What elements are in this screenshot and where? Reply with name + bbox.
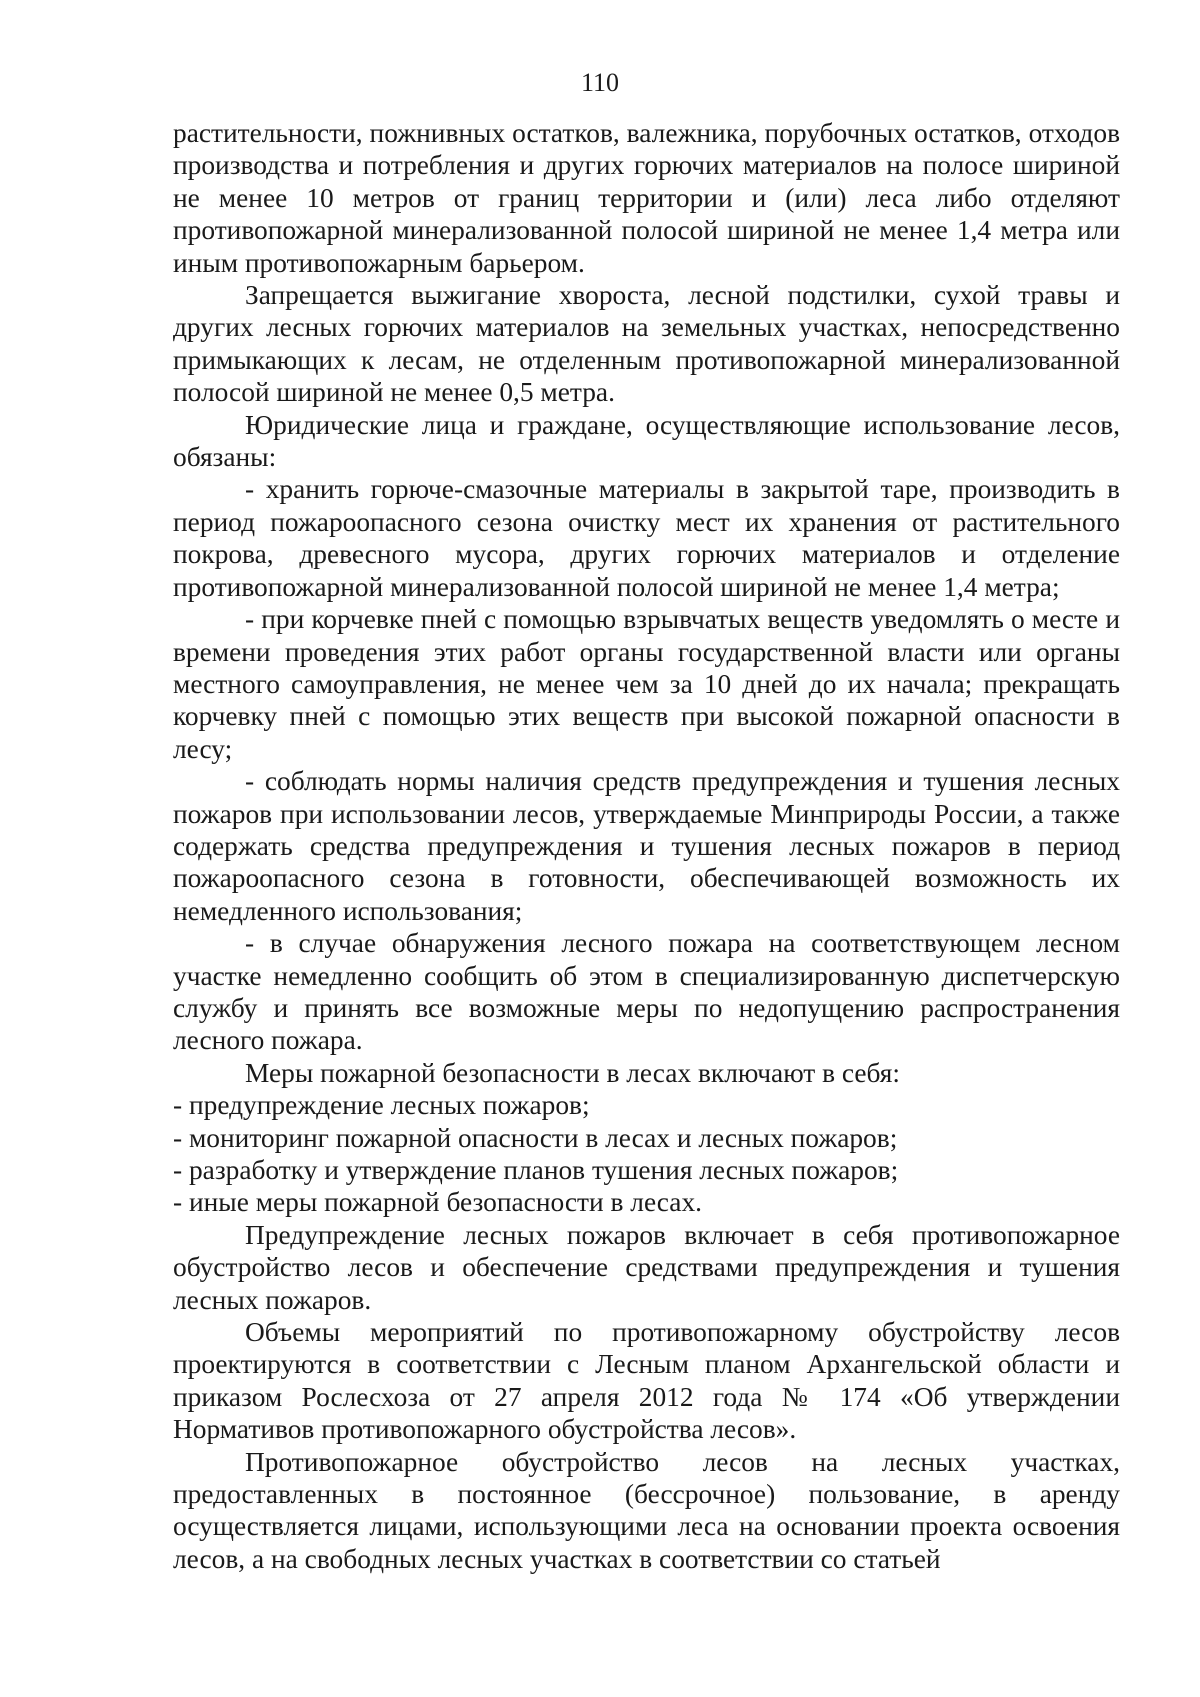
obligation-item-fire-report: - в случае обнаружения лесного пожара на соответствующем лесном участке немедленно сообщить об этом в специализированную диспетчерскую службу и принять все возможные меры по недопущению распространения лесного пожара. xyxy=(173,928,1120,1056)
measure-item-prevention: - предупреждение лесных пожаров; xyxy=(173,1090,590,1121)
measure-item-monitoring: - мониторинг пожарной опасности в лесах и лесных пожаров; xyxy=(173,1122,898,1153)
obligation-item-stump-removal: - при корчевке пней с помощью взрывчатых веществ уведомлять о месте и времени проведения этих работ органы государственной власти или органы местного самоуправления, не менее чем за 10 дней до их начала; прекращать корчевку пней с помощью этих веществ при высокой пожарной опасности в лесу; xyxy=(173,604,1120,764)
paragraph-prevention: Предупреждение лесных пожаров включает в себя противопожарное обустройство лесов и обеспечение средствами предупреждения и тушения лесных пожаров. xyxy=(173,1219,1120,1315)
measure-item-other: - иные меры пожарной безопасности в лесах. xyxy=(173,1187,702,1218)
page-number: 110 xyxy=(580,68,620,97)
paragraph-measures-intro: Меры пожарной безопасности в лесах включают в себя: xyxy=(245,1057,901,1088)
paragraph-volumes: Объемы мероприятий по противопожарному обустройству лесов проектируются в соответствии с Лесным планом Архангельской области и приказом Рослесхоза от 27 апреля 2012 года № 174 «Об утверждении Нормативов противопожарного обустройства лесов». xyxy=(173,1317,1120,1445)
obligation-item-equipment-norms: - соблюдать нормы наличия средств предупреждения и тушения лесных пожаров при использовании лесов, утверждаемые Минприроды России, а также содержать средства предупреждения и тушения лесных пожаров в период пожароопасного сезона в готовности, обеспечивающей возможность их немедленного использования; xyxy=(173,766,1120,926)
paragraph-continuation: растительности, пожнивных остатков, валежника, порубочных остатков, отходов производства и потребления и других горючих материалов на полосе шириной не менее 10 метров от границ территории и (или) леса либо отделяют противопожарной минерализованной полосой шириной не менее 1,4 метра или иным противопожарным барьером. xyxy=(173,118,1120,278)
paragraph-burning-prohibition: Запрещается выжигание хвороста, лесной подстилки, сухой травы и других лесных горючих материалов на земельных участках, непосредственно примыкающих к лесам, не отделенным противопожарной минерализованной полосой шириной не менее 0,5 метра. xyxy=(173,280,1120,408)
document-body xyxy=(173,117,1120,1575)
paragraph-fire-arrangement: Противопожарное обустройство лесов на лесных участках, предоставленных в постоянное (бессрочное) пользование, в аренду осуществляется лицами, использующими леса на основании проекта освоения лесов, а на свободных лесных участках в соответствии со статьей xyxy=(173,1446,1120,1574)
obligation-item-fuel-storage: - хранить горюче-смазочные материалы в закрытой таре, производить в период пожароопасного сезона очистку мест их хранения от растительного покрова, древесного мусора, других горючих материалов и отделение противопожарной минерализованной полосой шириной не менее 1,4 метра; xyxy=(173,474,1120,602)
paragraph-obligations-intro: Юридические лица и граждане, осуществляющие использование лесов, обязаны: xyxy=(173,409,1120,473)
measure-item-plans: - разработку и утверждение планов тушения лесных пожаров; xyxy=(173,1155,899,1185)
